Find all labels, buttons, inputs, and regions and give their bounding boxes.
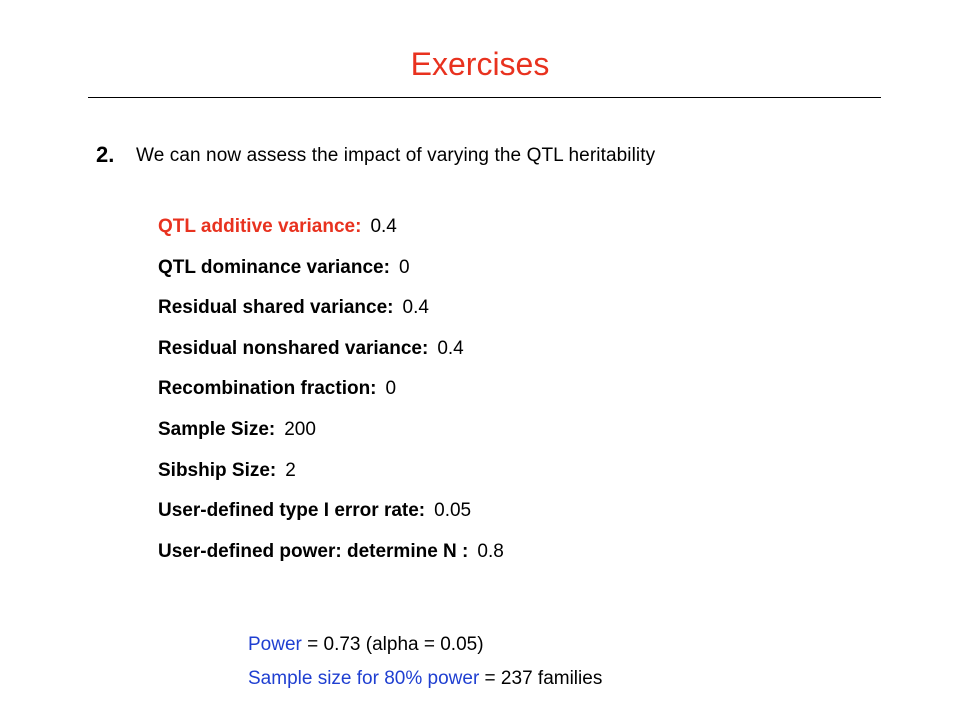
sample-size-value: = 237 families bbox=[479, 668, 603, 689]
param-label: Sibship Size: bbox=[158, 459, 277, 481]
param-value: 0.8 bbox=[477, 540, 504, 562]
param-qtl-dominance-variance bbox=[158, 255, 504, 281]
param-value: 2 bbox=[285, 459, 296, 481]
title-divider bbox=[88, 97, 881, 98]
power-value: = 0.73 (alpha = 0.05) bbox=[301, 634, 484, 655]
param-type-i-error-rate bbox=[158, 498, 504, 524]
sample-size-label: Sample size for 80% power bbox=[248, 668, 480, 689]
param-value: 0.05 bbox=[434, 500, 472, 522]
slide-title: Exercises bbox=[410, 46, 550, 82]
power-result bbox=[248, 628, 602, 662]
param-label: Residual nonshared variance: bbox=[158, 337, 429, 359]
param-sibship-size bbox=[158, 458, 504, 484]
parameter-list bbox=[158, 214, 504, 579]
param-value: 0.4 bbox=[370, 216, 397, 237]
param-residual-shared-variance bbox=[158, 295, 504, 321]
param-label: QTL additive variance: bbox=[158, 216, 362, 237]
results-block bbox=[248, 628, 602, 696]
param-sample-size bbox=[158, 417, 504, 443]
param-value: 0 bbox=[398, 256, 410, 278]
param-recombination-fraction bbox=[158, 376, 504, 402]
param-label: User-defined type I error rate: bbox=[158, 500, 426, 522]
power-label: Power bbox=[248, 634, 302, 655]
sample-size-result bbox=[248, 662, 602, 696]
param-value: 0.4 bbox=[402, 297, 429, 319]
param-residual-nonshared-variance bbox=[158, 336, 504, 362]
param-value: 0 bbox=[385, 378, 397, 400]
exercise-intro: We can now assess the impact of varying the QTL heritability bbox=[136, 145, 656, 166]
param-qtl-additive-variance bbox=[158, 214, 504, 240]
param-label: Sample Size: bbox=[158, 418, 276, 440]
param-value: 0.4 bbox=[437, 337, 464, 359]
param-label: Recombination fraction: bbox=[158, 378, 377, 400]
param-value: 200 bbox=[284, 418, 316, 440]
param-label: QTL dominance variance: bbox=[158, 256, 390, 278]
param-user-defined-power bbox=[158, 539, 504, 565]
exercise-number: 2. bbox=[96, 142, 115, 167]
param-label: User-defined power: determine N : bbox=[158, 540, 469, 562]
param-label: Residual shared variance: bbox=[158, 297, 394, 319]
